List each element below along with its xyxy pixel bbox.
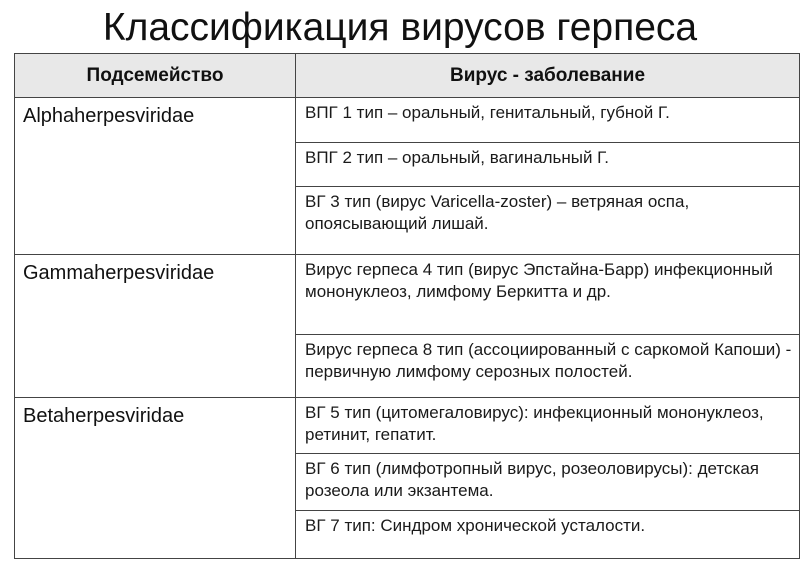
herpes-classification-table [14, 53, 800, 559]
virus-cell: Вирус герпеса 4 тип (вирус Эпстайна-Барр) инфекционный мононуклеоз, лимфому Беркитта и др. [296, 255, 800, 335]
table-row [15, 255, 800, 335]
subfamily-cell-gamma: Gammaherpesviridae [15, 255, 296, 398]
virus-cell: Вирус герпеса 8 тип (ассоциированный с саркомой Капоши) - первичную лимфому серозных полостей. [296, 335, 800, 398]
table-header-row [15, 54, 800, 98]
virus-cell: ВГ 6 тип (лимфотропный вирус, розеоловирусы): детская розеола или экзантема. [296, 454, 800, 511]
virus-cell: ВГ 5 тип (цитомегаловирус): инфекционный мононуклеоз, ретинит, гепатит. [296, 398, 800, 454]
virus-cell: ВГ 7 тип: Синдром хронической усталости. [296, 511, 800, 559]
subfamily-cell-alpha: Alphaherpesviridae [15, 98, 296, 255]
table-row [15, 98, 800, 143]
header-virus-disease: Вирус - заболевание [296, 54, 800, 98]
virus-cell: ВПГ 2 тип – оральный, вагинальный Г. [296, 143, 800, 187]
table-row [15, 398, 800, 454]
header-subfamily: Подсемейство [15, 54, 296, 98]
virus-cell: ВПГ 1 тип – оральный, генитальный, губной Г. [296, 98, 800, 143]
page-title: Классификация вирусов герпеса [102, 6, 698, 49]
virus-cell: ВГ 3 тип (вирус Varicella-zoster) – ветряная оспа, опоясывающий лишай. [296, 187, 800, 255]
subfamily-cell-beta: Betaherpesviridae [15, 398, 296, 559]
